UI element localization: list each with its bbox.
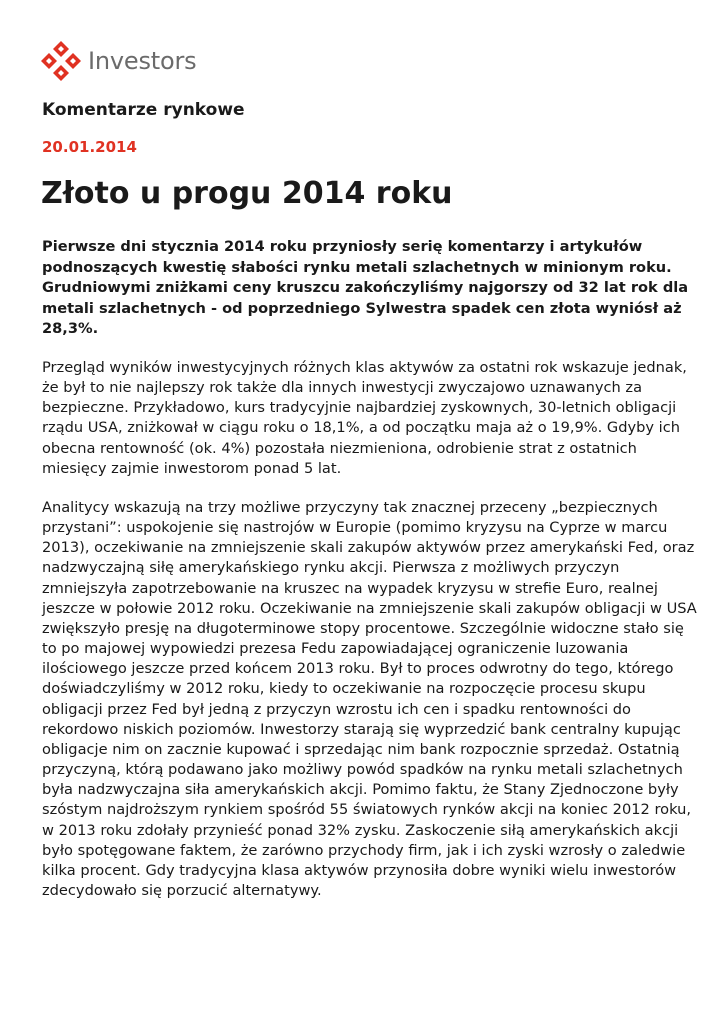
article-paragraph: Przegląd wyników inwestycyjnych różnych klas aktywów za ostatni rok wskazuje jednak, że był to nie najlepszy rok także dla innych inwestycji zwyczajowo uznawanych za bezpieczne. Przykładowo, kurs tradycyjnie najbardziej zyskownych, 30-letnich obligacji rządu USA, zniżkował w ciągu roku o 18,1%, a od początku maja aż o 19,9%. Gdyby ich obecna rentowność (ok. 4%) pozostała niezmieniona, odrobienie strat z ostatnich miesięcy zajmie inwestorom ponad 5 lat. xyxy=(42,359,687,477)
article-date: 20.01.2014 xyxy=(42,138,137,156)
article-title: Złoto u progu 2014 roku xyxy=(41,176,453,211)
section-label: Komentarze rynkowe xyxy=(42,100,245,120)
logo-text: Investors xyxy=(88,47,197,75)
article-paragraph: Analitycy wskazują na trzy możliwe przyczyny tak znacznej przeceny „bezpiecznych przystani”: uspokojenie się nastrojów w Europie (pomimo kryzysu na Cyprze w marcu 2013), oczekiwanie na zmniejszenie skali zakupów aktywów przez amerykański Fed, oraz nadzwyczajną siłę amerykańskiego rynku akcji. Pierwsza z możliwych przyczyn zmniejszyła zapotrzebowanie na kruszec na wypadek kryzysu w strefie Euro, realnej jeszcze w połowie 2012 roku. Oczekiwanie na zmniejszenie skali zakupów obligacji w USA zwiększyło presję na długoterminowe stopy procentowe. Szczególnie widoczne stało się to po majowej wypowiedzi prezesa Fedu zapowiadającej ograniczenie luzowania ilościowego jeszcze przed końcem 2013 roku. Był to proces odwrotny do tego, którego doświadczyliśmy w 2012 roku, kiedy to oczekiwanie na rozpoczęcie procesu skupu obligacji przez Fed był jedną z przyczyn wzrostu ich cen i spadku rentowności do rekordowo niskich poziomów. Inwestorzy starają się wyprzedzić bank centralny kupując obligacje nim on zacznie kupować i sprzedając nim bank rozpocznie sprzedaż. Ostatnią przyczyną, którą podawano jako możliwy powód spadków na rynku metali szlachetnych była nadzwyczajna siła amerykańskich akcji. Pomimo faktu, że Stany Zjednoczone były szóstym najdroższym rynkiem spośród 55 światowych rynków akcji na koniec 2012 roku, w 2013 roku zdołały przynieść ponad 32% zysku. Zaskoczenie siłą amerykańskich akcji było spotęgowane faktem, że zarówno przychody firm, jak i ich zyski wzrosły o zaledwie kilka procent. Gdy tradycyjna klasa aktywów przynosiła dobre wyniki wielu inwestorów zdecydowało się porzucić alternatywy. xyxy=(42,499,697,899)
article-lead: Pierwsze dni stycznia 2014 roku przyniosły serię komentarzy i artykułów podnoszących kwestię słabości rynku metali szlachetnych w minionym roku. Grudniowymi zniżkami ceny kruszcu zakończyliśmy najgorszy od 32 lat rok dla metali szlachetnych - od poprzedniego Sylwestra spadek cen złota wyniósł aż 28,3%. xyxy=(42,238,689,338)
investors-logo-icon xyxy=(40,40,82,82)
site-header xyxy=(40,40,196,82)
